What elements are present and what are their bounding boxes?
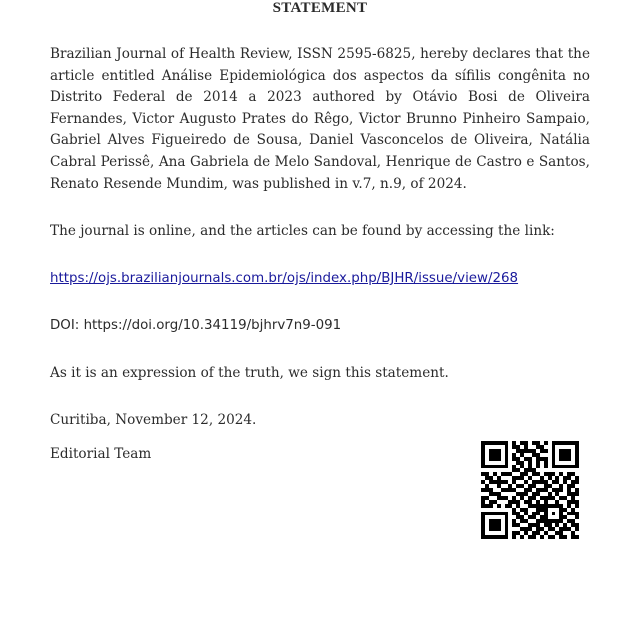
place-date: Curitiba, November 12, 2024. — [50, 412, 257, 428]
declaration-paragraph: Brazilian Journal of Health Review, ISSN 2595-6825, hereby declares that the article entitled Análise Epidemiológica dos aspectos da sífilis congênita no Distrito Federal de 2014 a 2023 authored by Otávio Bosi de Oliveira Fernandes, Victor Augusto Prates do Rêgo, Victor Brunno Pinheiro Sampaio, Gabriel Alves Figueiredo de Sousa, Daniel Vasconcelos de Oliveira, Natália Cabral Perissê, Ana Gabriela de Melo Sandoval, Henrique de Castro e Santos, Renato Resende Mundim, was published in v.7, n.9, of 2024. — [50, 46, 590, 192]
qr-code-icon — [481, 441, 579, 539]
online-note: The journal is online, and the articles can be found by accessing the link: — [50, 223, 555, 239]
truth-statement: As it is an expression of the truth, we sign this statement. — [50, 365, 449, 381]
qr-module — [575, 535, 579, 539]
statement-title: STATEMENT — [272, 0, 368, 16]
issue-link-line — [50, 268, 590, 290]
issue-link[interactable]: https://ojs.brazilianjournals.com.br/ojs/index.php/BJHR/issue/view/268 — [50, 271, 519, 286]
signature: Editorial Team — [50, 446, 152, 462]
doi-text: DOI: https://doi.org/10.34119/bjhrv7n9-091 — [50, 318, 342, 333]
doi-line — [50, 315, 590, 337]
